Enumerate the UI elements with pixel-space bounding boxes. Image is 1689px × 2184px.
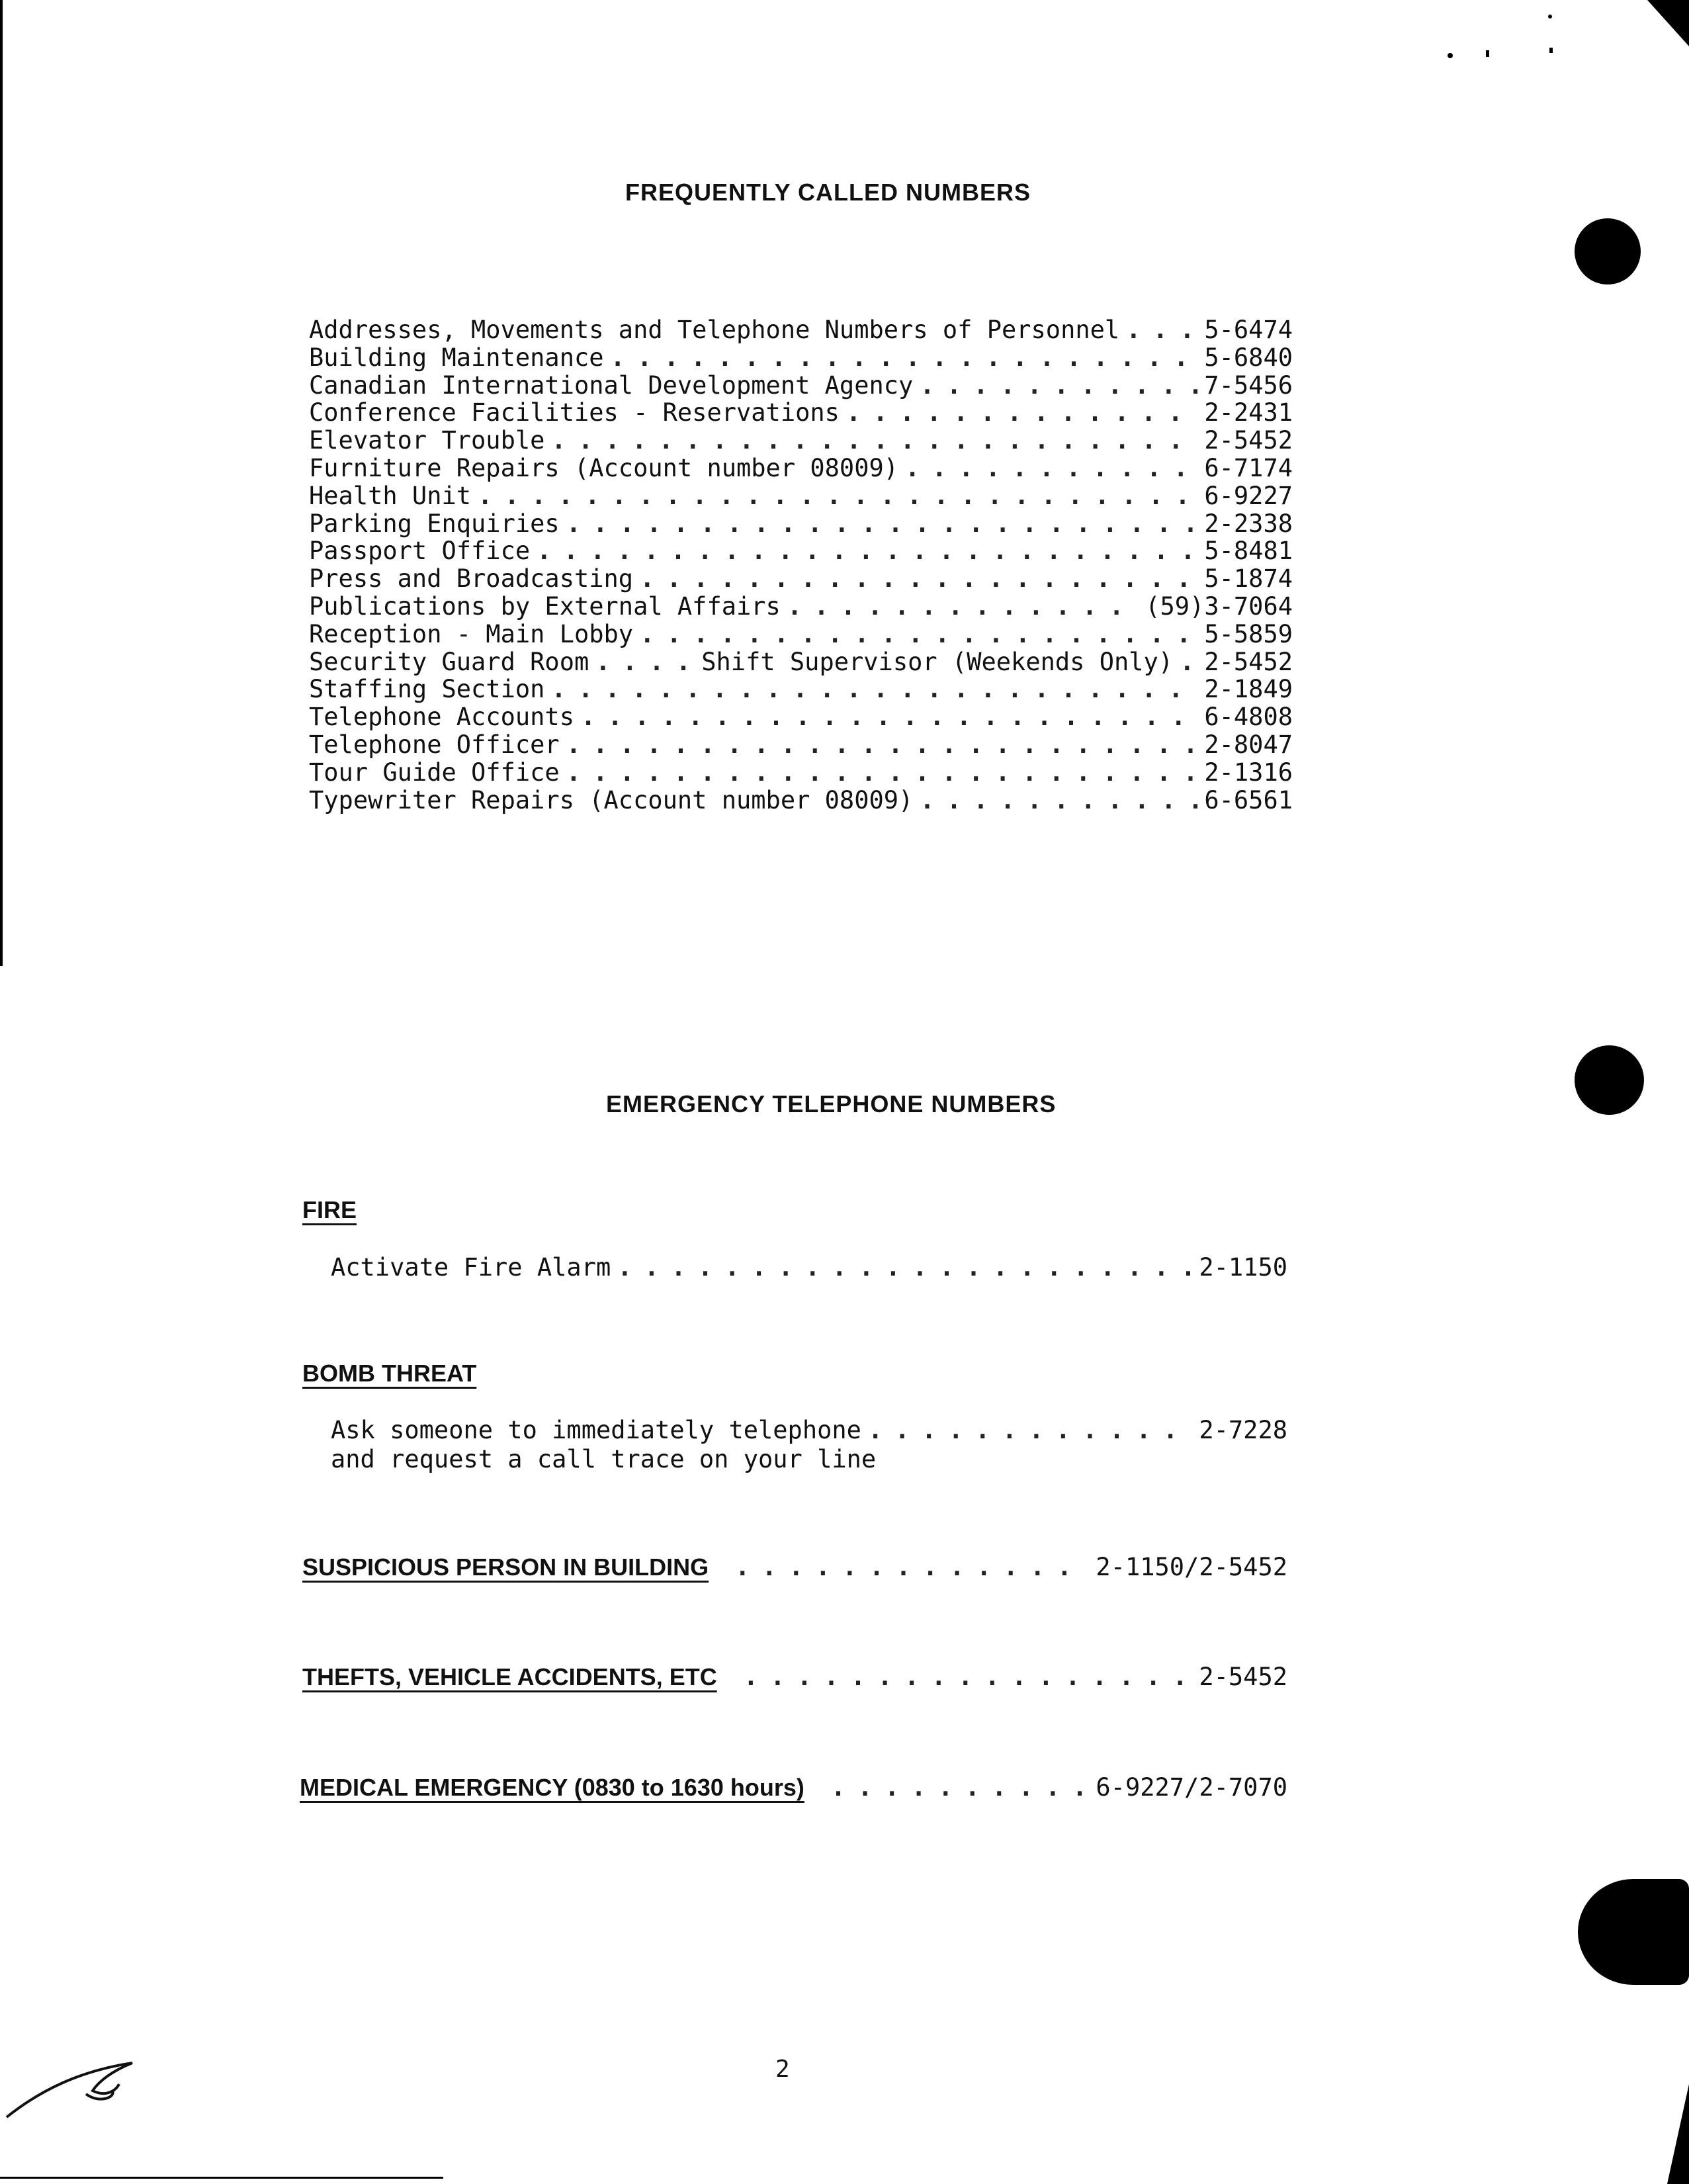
- entry-label: Staffing Section: [309, 675, 545, 704]
- entry-number: 2-1316: [1204, 758, 1293, 787]
- entry-label: Press and Broadcasting: [309, 564, 634, 593]
- list-item: [309, 455, 1293, 482]
- dot-leader: [611, 344, 1198, 372]
- dot-leader: [566, 510, 1198, 538]
- medical-emergency-section-title: MEDICAL EMERGENCY (0830 to 1630 hours): [300, 1774, 804, 1801]
- suspicious-person-section-title: SUSPICIOUS PERSON IN BUILDING: [302, 1553, 709, 1581]
- entry-label: Activate Fire Alarm: [331, 1253, 611, 1282]
- entry-label: Passport Office: [309, 537, 531, 566]
- speck: [1549, 48, 1553, 53]
- dot-leader: [846, 399, 1197, 427]
- list-item: [309, 621, 1293, 648]
- dot-leader: [1126, 316, 1197, 344]
- entry-number: 2-1150/2-5452: [1096, 1553, 1287, 1581]
- entry-number: 2-2431: [1204, 398, 1293, 427]
- entry-label: Furniture Repairs (Account number 08009): [309, 453, 899, 482]
- bomb-threat-section-title: BOMB THREAT: [302, 1360, 477, 1387]
- frequently-called-title: FREQUENTLY CALLED NUMBERS: [625, 179, 1031, 206]
- emergency-numbers-title: EMERGENCY TELEPHONE NUMBERS: [606, 1090, 1057, 1117]
- bomb-threat-entry: [331, 1416, 1287, 1445]
- dot-leader: [551, 427, 1197, 455]
- dot-leader: [787, 593, 1139, 621]
- entry-label: Reception - Main Lobby: [309, 619, 634, 648]
- entry-number: 2-2338: [1204, 509, 1293, 538]
- entry-label: Elevator Trouble: [309, 426, 545, 455]
- dot-leader: [831, 1773, 1090, 1802]
- entry-label: Parking Enquiries: [309, 509, 560, 538]
- list-item: [309, 344, 1293, 372]
- dot-leader: [744, 1663, 1193, 1692]
- list-item: [309, 787, 1293, 814]
- dot-leader: [1180, 648, 1197, 676]
- entry-number: 7-5456: [1204, 371, 1293, 400]
- list-item: [309, 731, 1293, 759]
- page-number: 2: [775, 2056, 790, 2083]
- suspicious-person-entry: [302, 1553, 1287, 1582]
- entry-number: 6-9227: [1204, 481, 1293, 510]
- scan-bottom-line: [0, 2177, 443, 2179]
- punch-hole-top: [1575, 218, 1641, 284]
- entry-number: 5-6840: [1204, 343, 1293, 372]
- medical-emergency-entry: [300, 1773, 1287, 1802]
- entry-number: 2-5452: [1204, 426, 1293, 455]
- list-item: [309, 648, 1293, 676]
- dot-leader: [566, 731, 1198, 759]
- speck: [1548, 15, 1552, 19]
- entry-number: 2-8047: [1204, 730, 1293, 759]
- dot-leader: [920, 787, 1197, 814]
- entry-label: Telephone Officer: [309, 730, 560, 759]
- entry-label: Conference Facilities - Reservations: [309, 398, 840, 427]
- list-item: [309, 399, 1293, 427]
- entry-number: 5-1874: [1204, 564, 1293, 593]
- entry-number: 6-9227/2-7070: [1096, 1773, 1287, 1802]
- entry-number: 2-1150: [1199, 1253, 1287, 1282]
- frequent-numbers-list: [309, 316, 1293, 814]
- thefts-entry: [302, 1663, 1287, 1692]
- entry-number: 5-6474: [1204, 316, 1293, 344]
- dot-leader: [905, 455, 1197, 482]
- fire-section-title: FIRE: [302, 1196, 357, 1223]
- dot-leader: [595, 648, 695, 676]
- dot-leader: [581, 703, 1197, 731]
- dot-leader: [537, 537, 1197, 565]
- dot-leader: [640, 621, 1197, 648]
- list-item: [309, 482, 1293, 510]
- entry-number: 5-8481: [1204, 537, 1293, 566]
- pen-scribble-mark: [0, 2044, 146, 2124]
- list-item: [309, 316, 1293, 344]
- list-item: [309, 372, 1293, 400]
- entry-label: Ask someone to immediately telephone: [331, 1416, 861, 1444]
- corner-mark-top-right: [1647, 0, 1689, 46]
- list-item: [309, 676, 1293, 703]
- fire-entry: [331, 1253, 1287, 1282]
- scan-left-edge-line: [0, 0, 3, 966]
- entry-label: Addresses, Movements and Telephone Numbers of Personnel: [309, 316, 1120, 344]
- dot-leader: [617, 1253, 1192, 1282]
- dot-leader: [551, 676, 1197, 703]
- entry-label: Health Unit: [309, 481, 472, 510]
- entry-number: 6-4808: [1204, 703, 1293, 732]
- list-item: [309, 537, 1293, 565]
- list-item: [309, 510, 1293, 538]
- list-item: [309, 565, 1293, 593]
- entry-label: Canadian International Development Agency: [309, 371, 914, 400]
- dot-leader: [566, 759, 1198, 787]
- dot-leader: [920, 372, 1197, 400]
- entry-sub-label: Shift Supervisor (Weekends Only): [701, 647, 1174, 676]
- dot-leader: [868, 1416, 1192, 1445]
- entry-label: Security Guard Room: [309, 647, 589, 676]
- entry-number: 6-6561: [1204, 785, 1293, 814]
- entry-number: 2-5452: [1204, 647, 1293, 676]
- speck: [1448, 53, 1453, 58]
- entry-label: Publications by External Affairs: [309, 591, 781, 621]
- entry-label: Typewriter Repairs (Account number 08009): [309, 785, 914, 814]
- entry-number: 2-5452: [1199, 1663, 1287, 1691]
- dot-leader: [478, 482, 1197, 510]
- speck: [1486, 50, 1489, 57]
- entry-label: Tour Guide Office: [309, 758, 560, 787]
- entry-number: (59)3-7064: [1145, 591, 1293, 621]
- entry-label: Building Maintenance: [309, 343, 604, 372]
- dot-leader: [735, 1553, 1089, 1582]
- thefts-section-title: THEFTS, VEHICLE ACCIDENTS, ETC: [302, 1663, 717, 1690]
- entry-label: Telephone Accounts: [309, 703, 574, 732]
- list-item: [309, 593, 1293, 621]
- entry-number: 5-5859: [1204, 619, 1293, 648]
- entry-number: 6-7174: [1204, 453, 1293, 482]
- corner-mark-bottom-right: [1667, 2084, 1689, 2184]
- entry-number: 2-1849: [1204, 675, 1293, 704]
- bomb-threat-entry-continued: and request a call trace on your line: [331, 1445, 877, 1473]
- list-item: [309, 427, 1293, 455]
- list-item: [309, 759, 1293, 787]
- dot-leader: [640, 565, 1197, 593]
- list-item: [309, 703, 1293, 731]
- entry-number: 2-7228: [1199, 1416, 1287, 1444]
- punch-hole-middle: [1575, 1045, 1644, 1115]
- punch-hole-bottom: [1578, 1879, 1689, 1985]
